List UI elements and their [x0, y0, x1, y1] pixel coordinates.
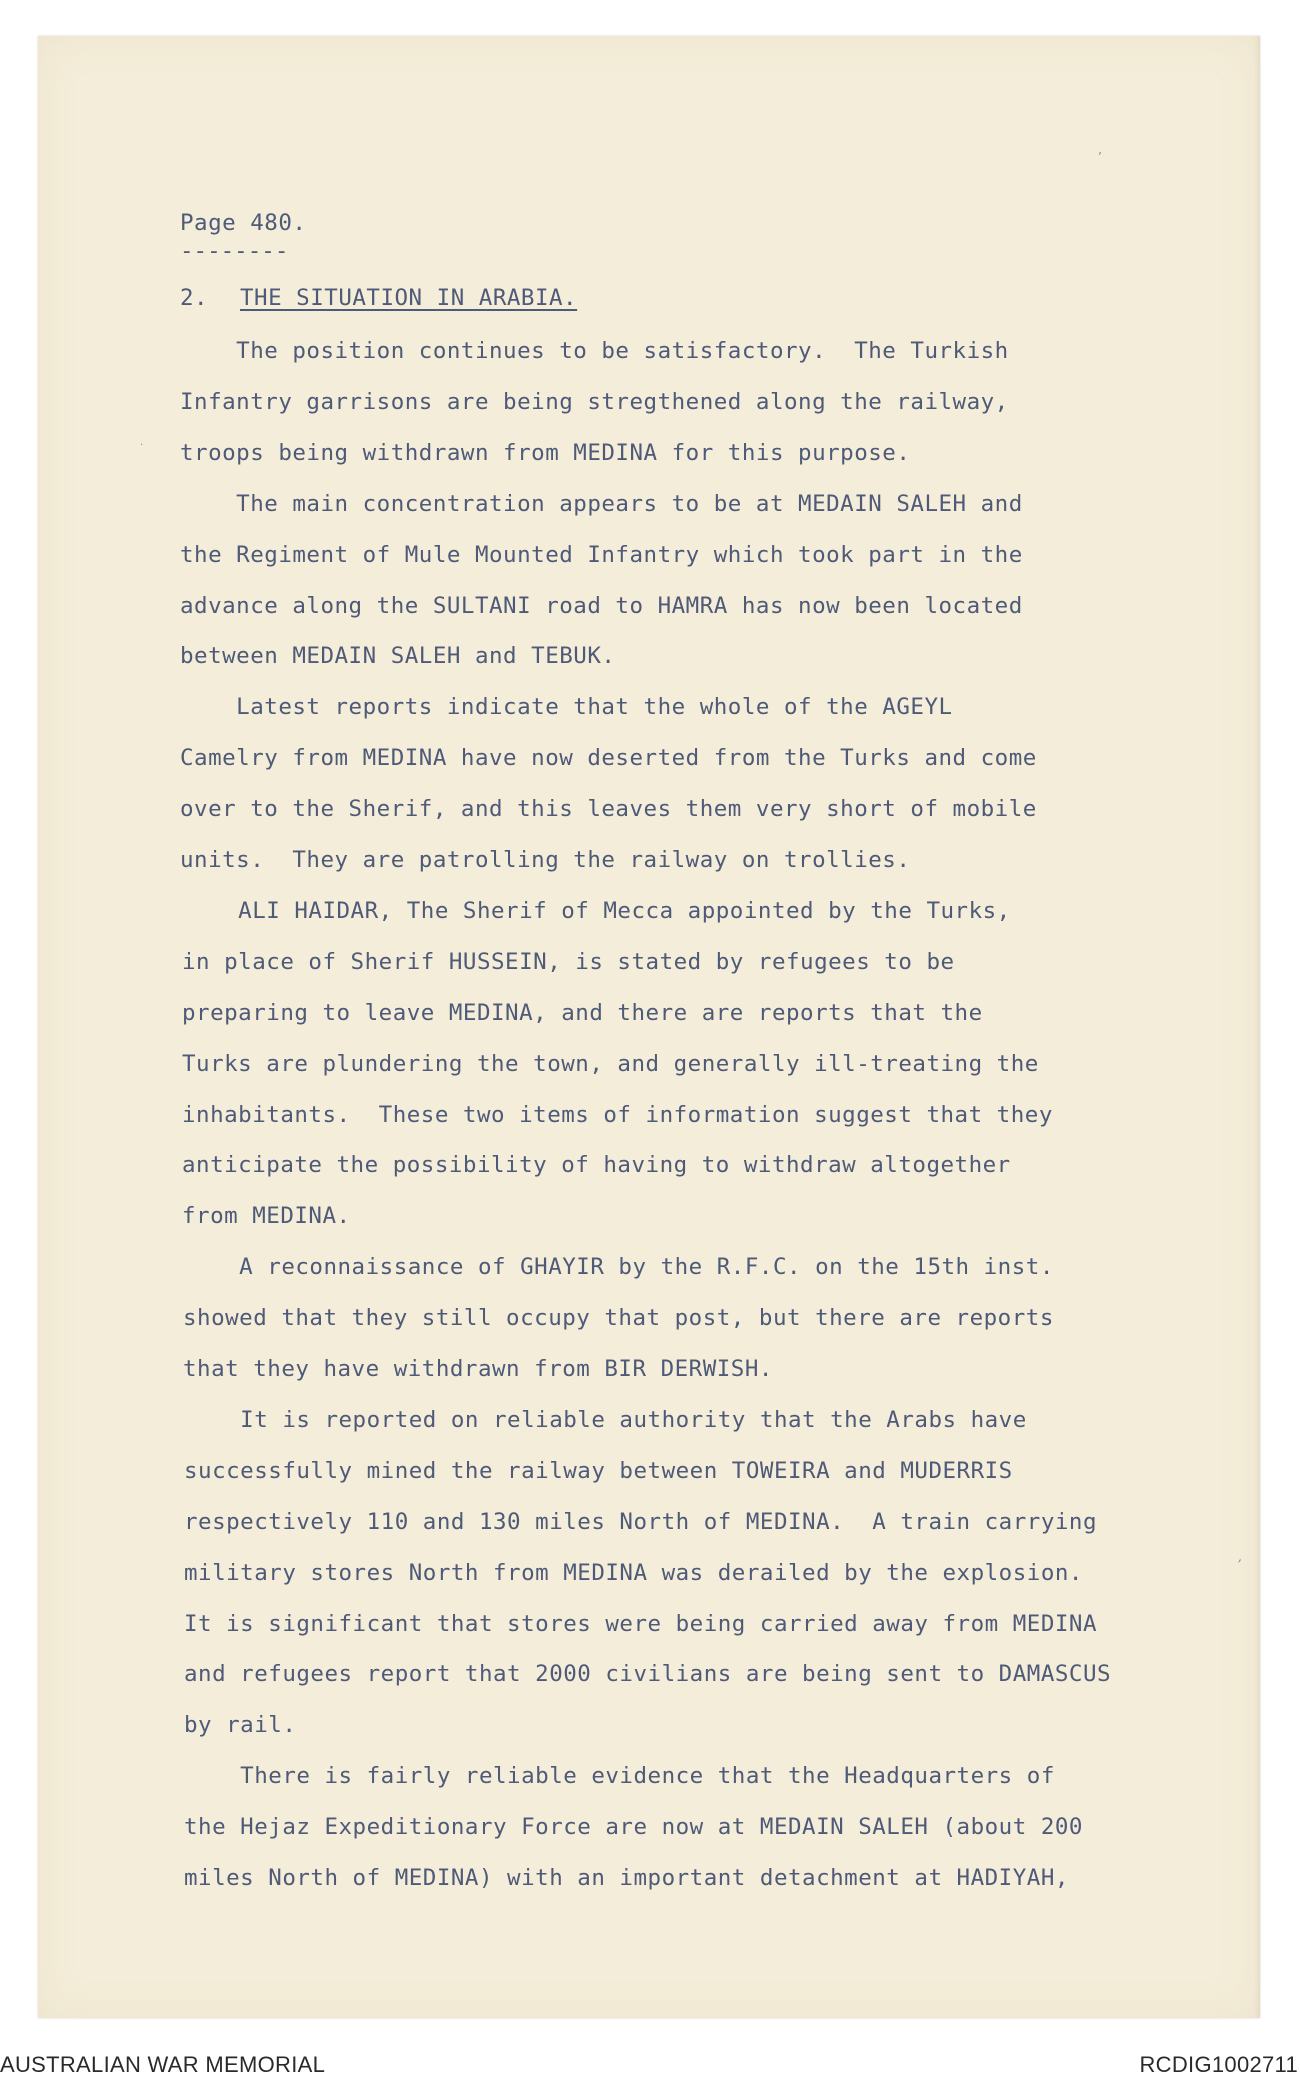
text-line: miles North of MEDINA) with an important detachment at HADIYAH, — [184, 1865, 1069, 1891]
margin-mark: · — [140, 440, 144, 451]
text-line: Turks are plundering the town, and generally ill-treating the — [182, 1050, 1039, 1077]
margin-mark: ’ — [1098, 150, 1102, 164]
text-line: There is fairly reliable evidence that the Headquarters of — [184, 1763, 1055, 1790]
text-line: troops being withdrawn from MEDINA for this purpose. — [180, 439, 911, 466]
page-number-rule: -------- — [180, 238, 289, 264]
text-line: It is reported on reliable authority that the Arabs have — [184, 1406, 1027, 1433]
text-line: in place of Sherif HUSSEIN, is stated by refugees to be — [182, 948, 955, 975]
text-line: ALI HAIDAR, The Sherif of Mecca appointed by the Turks, — [182, 897, 1011, 924]
text-line: The main concentration appears to be at MEDAIN SALEH and — [180, 490, 1023, 517]
text-line: between MEDAIN SALEH and TEBUK. — [180, 643, 616, 670]
text-line: over to the Sherif, and this leaves them very short of mobile — [180, 796, 1037, 823]
text-line: Camelry from MEDINA have now deserted from the Turks and come — [180, 745, 1037, 772]
text-line: preparing to leave MEDINA, and there are reports that the — [182, 999, 983, 1026]
archive-identifier: RCDIG1002711 — [1139, 2052, 1298, 2077]
text-line: successfully mined the railway between TOWEIRA and MUDERRIS — [184, 1457, 1013, 1484]
text-line: and refugees report that 2000 civilians are being sent to DAMASCUS — [184, 1661, 1112, 1688]
text-line: the Regiment of Mule Mounted Infantry which took part in the — [180, 541, 1023, 568]
text-line: units. They are patrolling the railway on trollies. — [180, 847, 911, 873]
text-line: the Hejaz Expeditionary Force are now at MEDAIN SALEH (about 200 — [184, 1814, 1083, 1841]
section-number: 2. — [180, 285, 209, 311]
page-number: Page 480. — [180, 210, 307, 236]
archive-credit: AUSTRALIAN WAR MEMORIAL — [0, 2052, 326, 2077]
text-line: military stores North from MEDINA was derailed by the explosion. — [184, 1559, 1083, 1586]
margin-mark: ′ — [1238, 1556, 1242, 1575]
section-title: THE SITUATION IN ARABIA. — [240, 285, 578, 311]
text-line: by rail. — [184, 1712, 297, 1739]
text-line: advance along the SULTANI road to HAMRA has now been located — [180, 592, 1023, 619]
text-line: Latest reports indicate that the whole of the AGEYL — [180, 694, 953, 721]
text-line: It is significant that stores were being carried away from MEDINA — [184, 1610, 1097, 1637]
text-line: The position continues to be satisfactory. The Turkish — [180, 338, 1009, 364]
text-line: anticipate the possibility of having to withdraw altogether — [182, 1152, 1011, 1179]
text-line: showed that they still occupy that post, but there are reports — [183, 1305, 1054, 1332]
text-line: that they have withdrawn from BIR DERWISH. — [183, 1356, 773, 1382]
text-line: respectively 110 and 130 miles North of MEDINA. A train carrying — [184, 1508, 1097, 1535]
text-line: inhabitants. These two items of information suggest that they — [182, 1101, 1053, 1128]
text-line: A reconnaissance of GHAYIR by the R.F.C. on the 15th inst. — [183, 1254, 1054, 1281]
text-line: from MEDINA. — [182, 1203, 351, 1230]
text-line: Infantry garrisons are being stregthened along the railway, — [180, 388, 1009, 415]
